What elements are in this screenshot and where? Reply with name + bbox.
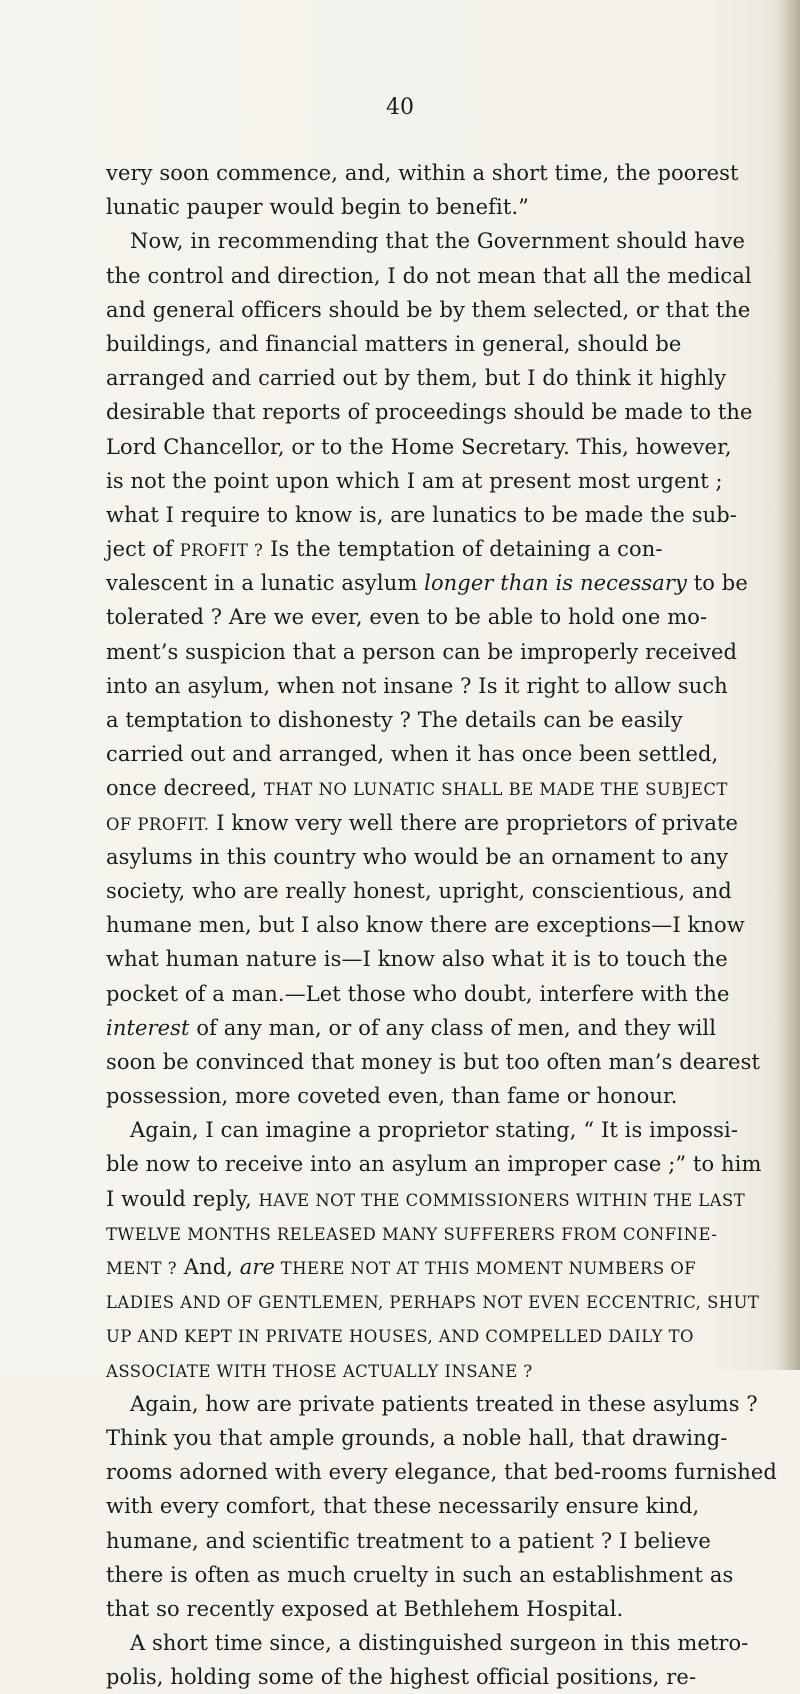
small-caps-text: TWELVE MONTHS RELEASED MANY SUFFERERS FROM CONFINE- xyxy=(106,1224,718,1244)
line-text: into an asylum, when not insane ? Is it right to allow such xyxy=(106,673,728,698)
text-line xyxy=(106,1318,798,1352)
text-line xyxy=(106,600,798,634)
paragraph-start-line xyxy=(106,224,798,258)
small-caps-text: THERE NOT AT THIS MOMENT NUMBERS OF xyxy=(275,1259,697,1278)
line-text: pocket of a man.—Let those who doubt, interfere with the xyxy=(106,981,730,1006)
paragraph-start-line xyxy=(106,1113,798,1147)
text-line xyxy=(106,1558,798,1592)
body-text xyxy=(106,156,798,1694)
text-line xyxy=(106,464,798,498)
text-line xyxy=(106,977,798,1011)
small-caps-text: PROFIT ? xyxy=(179,541,264,561)
text-line xyxy=(106,1592,798,1626)
line-text: Is the temptation of detaining a con- xyxy=(263,537,663,562)
line-text: buildings, and financial matters in general, should be xyxy=(106,331,682,356)
line-text: the control and direction, I do not mean that all the medical xyxy=(106,263,752,288)
line-text: I know very well there are proprietors of private xyxy=(209,810,739,835)
line-text: polis, holding some of the highest official positions, re- xyxy=(106,1665,697,1690)
small-caps-text: HAVE NOT THE COMMISSIONERS WITHIN THE LAST xyxy=(258,1190,746,1210)
text-line xyxy=(106,908,798,942)
text-line xyxy=(106,1079,798,1113)
text-line xyxy=(106,703,798,737)
text-line xyxy=(106,498,798,532)
small-caps-text: LADIES AND OF GENTLEMEN, PERHAPS NOT EVEN ECCENTRIC, SHUT xyxy=(106,1293,760,1313)
text-line xyxy=(106,840,798,874)
text-line xyxy=(106,361,798,395)
line-text: soon be convinced that money is but too often man’s dearest xyxy=(106,1049,760,1074)
text-line xyxy=(106,532,798,566)
line-text: a temptation to dishonesty ? The details can be easily xyxy=(106,708,683,732)
line-text: asylums in this country who would be an ornament to any xyxy=(106,844,729,869)
line-text: of any man, or of any class of men, and they will xyxy=(189,1015,717,1040)
text-line xyxy=(106,327,798,361)
line-text: desirable that reports of proceedings should be made to the xyxy=(106,400,753,425)
line-text: Lord Chancellor, or to the Home Secretary. This, however, xyxy=(106,434,732,459)
line-text: humane men, but I also know there are exceptions—I know xyxy=(106,913,745,938)
line-text: what human nature is—I know also what it is to touch the xyxy=(106,947,728,972)
line-text: Again, how are private patients treated in these asylums ? xyxy=(130,1391,758,1416)
small-caps-text: MENT ? xyxy=(106,1259,178,1278)
line-text: A short time since, a distinguished surgeon in this metro- xyxy=(130,1631,749,1656)
text-line xyxy=(106,1489,798,1523)
text-line xyxy=(106,669,798,703)
text-line xyxy=(106,1182,798,1216)
line-text: ment’s suspicion that a person can be improperly received xyxy=(106,639,738,664)
line-text: possession, more coveted even, than fame or honour. xyxy=(106,1084,678,1109)
line-text: tolerated ? Are we ever, even to be able to hold one mo- xyxy=(106,605,708,630)
text-line xyxy=(106,566,798,600)
italic-text: longer than is necessary xyxy=(424,571,687,596)
line-text: arranged and carried out by them, but I do think it highly xyxy=(106,366,727,391)
paragraph-start-line xyxy=(106,1626,798,1660)
line-text: society, who are really honest, upright, conscientious, and xyxy=(106,878,732,903)
line-text: what I require to know is, are lunatics to be made the sub- xyxy=(106,502,737,527)
line-text: I would reply, xyxy=(106,1186,259,1211)
text-line xyxy=(106,190,798,224)
text-line xyxy=(106,430,798,464)
italic-text: interest xyxy=(106,1015,190,1040)
text-line xyxy=(106,1216,798,1250)
small-caps-text: ASSOCIATE WITH THOSE ACTUALLY INSANE ? xyxy=(106,1361,533,1381)
text-line xyxy=(106,942,798,976)
text-line xyxy=(106,1421,798,1455)
text-line xyxy=(106,1045,798,1079)
small-caps-text: THAT NO LUNATIC SHALL BE MADE THE SUBJECT xyxy=(263,780,728,800)
text-line xyxy=(106,293,798,327)
text-line xyxy=(106,1147,798,1181)
line-text: there is often as much cruelty in such an establishment as xyxy=(106,1562,734,1587)
text-line xyxy=(106,1250,798,1284)
line-text: carried out and arranged, when it has once been settled, xyxy=(106,742,719,767)
text-line xyxy=(106,771,798,805)
text-line xyxy=(106,1284,798,1318)
line-text: that so recently exposed at Bethlehem Hospital. xyxy=(106,1596,624,1621)
line-text: is not the point upon which I am at present most urgent ; xyxy=(106,468,723,493)
small-caps-text: OF PROFIT. xyxy=(106,814,210,834)
line-text: once decreed, xyxy=(106,776,264,801)
text-line xyxy=(106,1524,798,1558)
line-text: lunatic pauper would begin to benefit.” xyxy=(106,195,529,220)
paragraph-start-line xyxy=(106,1387,798,1421)
text-line xyxy=(106,156,798,190)
small-caps-text: UP AND KEPT IN PRIVATE HOUSES, AND COMPELLED DAILY TO xyxy=(106,1327,694,1347)
line-text: humane, and scientific treatment to a patient ? I believe xyxy=(106,1528,711,1553)
line-text: And, xyxy=(177,1255,240,1279)
italic-text: are xyxy=(239,1255,276,1279)
line-text: with every comfort, that these necessarily ensure kind, xyxy=(106,1494,700,1519)
text-line xyxy=(106,395,798,429)
text-line xyxy=(106,1660,798,1694)
text-line xyxy=(106,1011,798,1045)
line-text: to be xyxy=(686,571,748,596)
line-text: Now, in recommending that the Government should have xyxy=(130,229,745,254)
line-text: valescent in a lunatic asylum xyxy=(106,571,425,596)
line-text: Again, I can imagine a proprietor stating, “ It is impossi- xyxy=(130,1118,739,1143)
text-line xyxy=(106,737,798,771)
text-line xyxy=(106,259,798,293)
line-text: and general officers should be by them selected, or that the xyxy=(106,297,751,322)
text-line xyxy=(106,635,798,669)
page-number: 40 xyxy=(386,95,414,120)
line-text: very soon commence, and, within a short time, the poorest xyxy=(106,161,739,185)
text-line xyxy=(106,1455,798,1489)
line-text: Think you that ample grounds, a noble hall, that drawing- xyxy=(106,1425,728,1450)
line-text: ject of xyxy=(106,537,180,562)
text-line xyxy=(106,806,798,840)
text-line xyxy=(106,874,798,908)
line-text: ble now to receive into an asylum an improper case ;” to him xyxy=(106,1152,762,1177)
line-text: rooms adorned with every elegance, that bed-rooms furnished xyxy=(106,1460,777,1485)
